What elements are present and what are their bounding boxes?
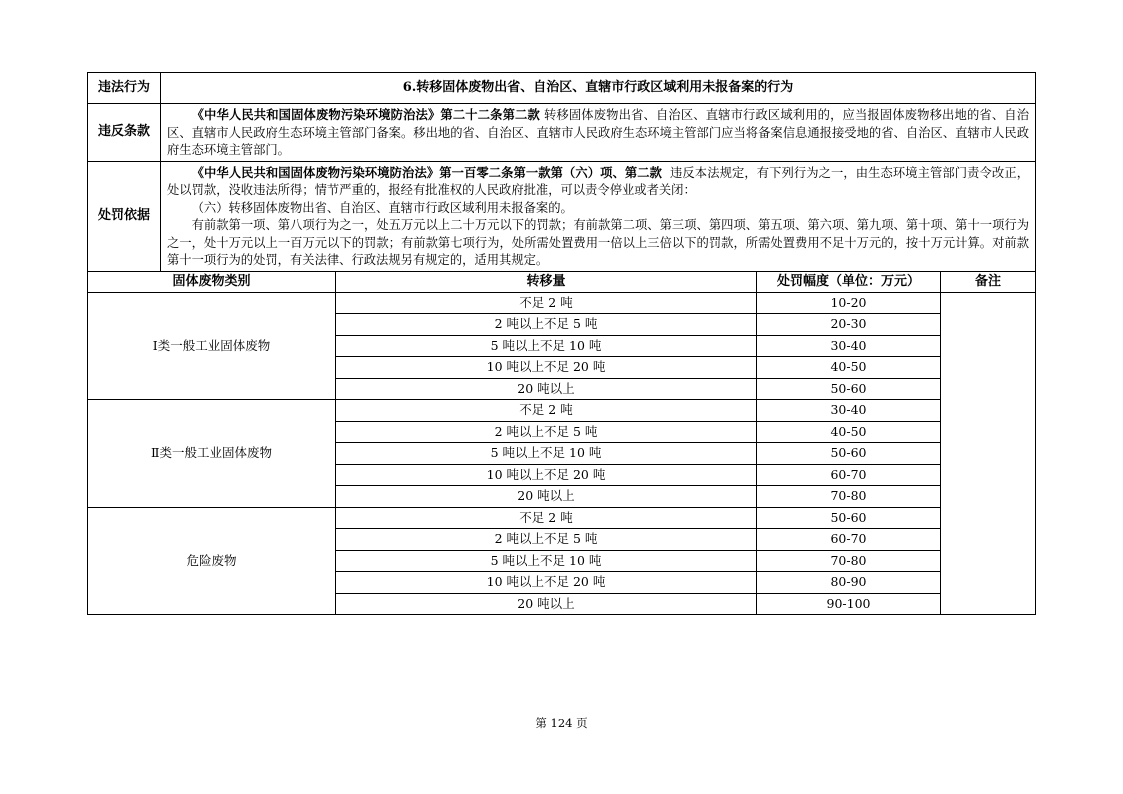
penalty-cell: 10-20 [757, 292, 941, 314]
penalty-cell: 40-50 [757, 357, 941, 379]
violation-label: 违法行为 [88, 73, 161, 104]
basis-row [88, 161, 1036, 271]
penalty-cell: 50-60 [757, 507, 941, 529]
amount-cell: 不足 2 吨 [336, 400, 757, 422]
violation-row [88, 73, 1036, 104]
amount-cell: 2 吨以上不足 5 吨 [336, 314, 757, 336]
remark-cell [941, 292, 1036, 615]
clause-law: 《中华人民共和国固体废物污染环境防治法》第二十二条第二款 [191, 107, 540, 122]
basis-law: 《中华人民共和国固体废物污染环境防治法》第一百零二条第一款第（六）项、第二款 [191, 164, 663, 180]
penalty-cell: 90-100 [757, 593, 941, 615]
amount-cell: 5 吨以上不足 10 吨 [336, 550, 757, 572]
basis-content [161, 161, 1036, 271]
col-remark: 备注 [941, 271, 1036, 292]
amount-cell: 不足 2 吨 [336, 292, 757, 314]
amount-cell: 10 吨以上不足 20 吨 [336, 572, 757, 594]
penalty-cell: 20-30 [757, 314, 941, 336]
penalty-cell: 30-40 [757, 335, 941, 357]
penalty-cell: 50-60 [757, 378, 941, 400]
clause-text: 转移固体废物出省、自治区、直辖市行政区域利用的，应当报固体废物移出地的省、自治区、直辖市人民政府生态环境主管部门备案。移出地的省、自治区、直辖市人民政府生态环境主管部门应当将备案信息通报接受地的省、自治区、直辖市人民政府生态环境主管部门。 [167, 108, 1030, 157]
penalty-cell: 70-80 [757, 486, 941, 508]
basis-text-3: 有前款第一项、第八项行为之一，处五万元以上二十万元以下的罚款；有前款第二项、第三项、第四项、第五项、第六项、第九项、第十项、第十一项行为之一，处十万元以上一百万元以下的罚款；有前款第七项行为，处所需处置费用一倍以上三倍以下的罚款，所需处置费用不足十万元的，按十万元计算。对前款第十一项行为的处罚，有关法律、行政法规另有规定的，适用其规定。 [167, 218, 1030, 267]
basis-text-1: 违反本法规定，有下列行为之一，由生态环境主管部门责令改正，处以罚款，没收违法所得；情节严重的，报经有批准权的人民政府批准，可以责令停业或者关闭： [167, 165, 1029, 197]
basis-text-2: （六）转移固体废物出省、自治区、直辖市行政区域利用未报备案的。 [191, 200, 573, 215]
column-header-row [88, 271, 1036, 292]
penalty-cell: 80-90 [757, 572, 941, 594]
clause-content [161, 104, 1036, 162]
clause-row [88, 104, 1036, 162]
col-penalty: 处罚幅度（单位：万元） [757, 271, 941, 292]
table-row [88, 292, 1036, 314]
amount-cell: 2 吨以上不足 5 吨 [336, 421, 757, 443]
clause-label: 违反条款 [88, 104, 161, 162]
table-row [88, 400, 1036, 422]
amount-cell: 5 吨以上不足 10 吨 [336, 335, 757, 357]
category-cell: Ⅱ类一般工业固体废物 [88, 400, 336, 508]
col-category: 固体废物类别 [88, 271, 336, 292]
amount-cell: 20 吨以上 [336, 486, 757, 508]
penalty-table [87, 72, 1036, 615]
amount-cell: 10 吨以上不足 20 吨 [336, 357, 757, 379]
amount-cell: 20 吨以上 [336, 378, 757, 400]
table-row [88, 507, 1036, 529]
category-cell: Ⅰ类一般工业固体废物 [88, 292, 336, 400]
amount-cell: 不足 2 吨 [336, 507, 757, 529]
penalty-cell: 60-70 [757, 464, 941, 486]
violation-title: 6.转移固体废物出省、自治区、直辖市行政区域利用未报备案的行为 [161, 73, 1036, 104]
penalty-cell: 30-40 [757, 400, 941, 422]
page-number: 第 124 页 [535, 716, 588, 730]
basis-label: 处罚依据 [88, 161, 161, 271]
amount-cell: 2 吨以上不足 5 吨 [336, 529, 757, 551]
col-amount: 转移量 [336, 271, 757, 292]
category-cell: 危险废物 [88, 507, 336, 615]
amount-cell: 5 吨以上不足 10 吨 [336, 443, 757, 465]
amount-cell: 10 吨以上不足 20 吨 [336, 464, 757, 486]
penalty-cell: 40-50 [757, 421, 941, 443]
penalty-cell: 50-60 [757, 443, 941, 465]
penalty-cell: 70-80 [757, 550, 941, 572]
penalty-cell: 60-70 [757, 529, 941, 551]
amount-cell: 20 吨以上 [336, 593, 757, 615]
